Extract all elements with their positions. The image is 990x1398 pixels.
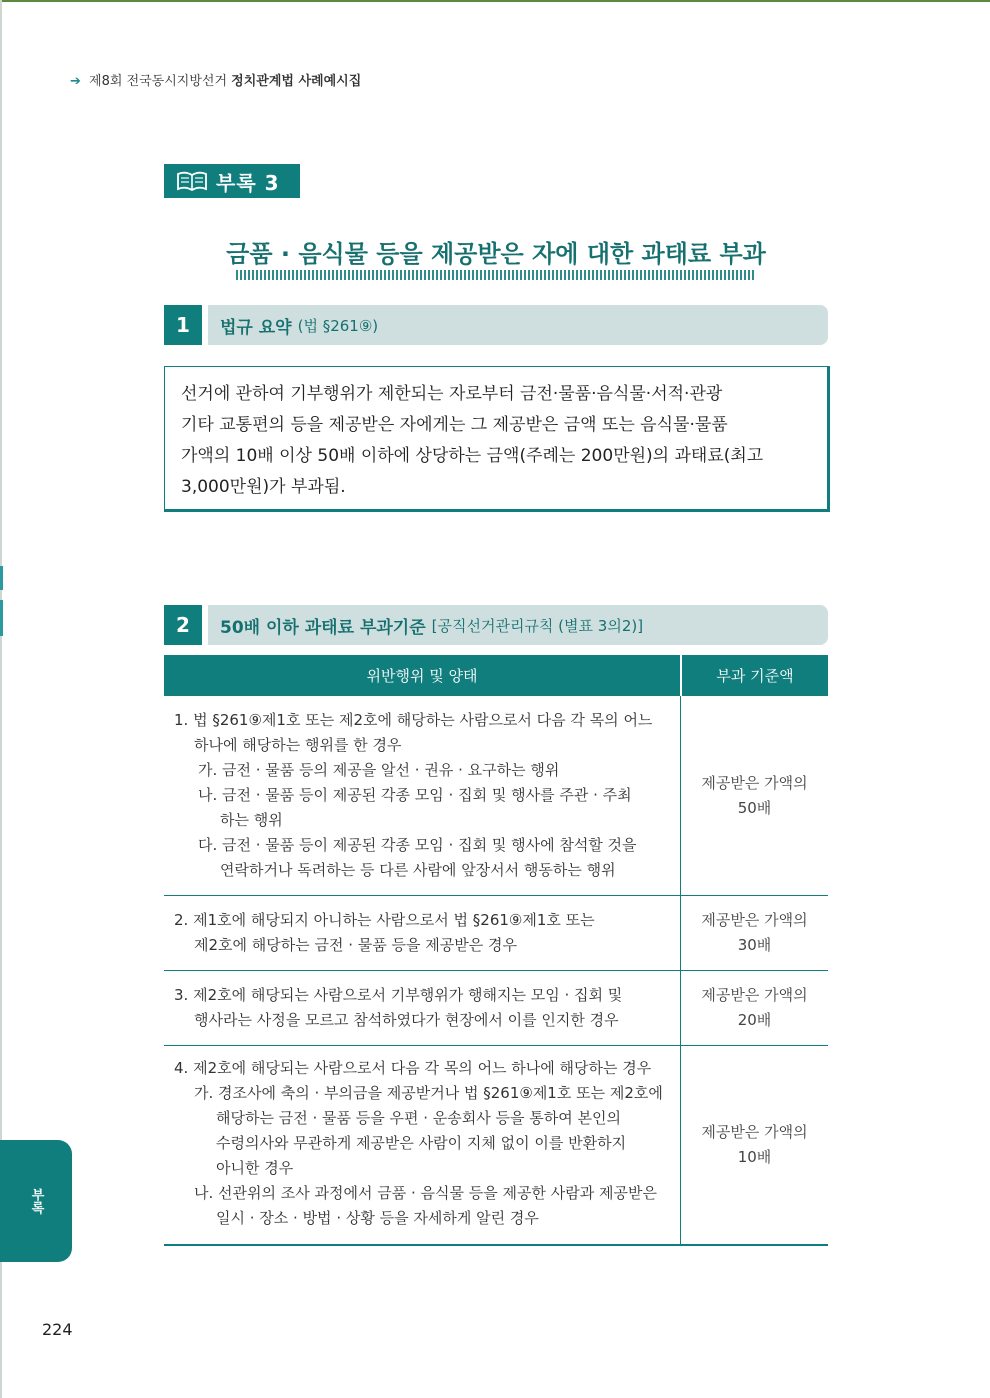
section-2-ref: [공직선거관리규칙 (별표 3의2)] xyxy=(431,616,644,635)
violation-line: 수령의사와 무관하게 제공받은 사람이 지체 없이 이를 반환하지 xyxy=(216,1134,627,1152)
title-underline xyxy=(236,270,756,280)
margin-marker xyxy=(0,566,3,590)
column-header-violation: 위반행위 및 양태 xyxy=(366,667,478,685)
column-header-amount: 부과 기준액 xyxy=(680,655,828,696)
section-2-header xyxy=(164,605,828,645)
section-1-ref: (법 §261⑨) xyxy=(297,316,379,335)
table-row xyxy=(164,971,828,1046)
amount-line: 제공받은 가액의 xyxy=(701,986,808,1004)
amount-cell xyxy=(680,896,828,970)
violation-line: 아니한 경우 xyxy=(216,1159,294,1177)
amount-multiplier: 50배 xyxy=(737,798,772,817)
table-bottom-rule xyxy=(164,1244,828,1246)
violation-line: 제2호에 해당하는 금전 · 물품 등을 제공받은 경우 xyxy=(194,936,517,954)
violation-line: 2. 제1호에 해당되지 아니하는 사람으로서 법 §261⑨제1호 또는 xyxy=(174,911,595,929)
summary-line: 선거에 관하여 기부행위가 제한되는 자로부터 금전·물품·음식물·서적·관광 xyxy=(181,384,723,404)
violation-line: 행사라는 사정을 모르고 참석하였다가 현장에서 이를 인지한 경우 xyxy=(194,1011,619,1029)
violation-line: 해당하는 금전 · 물품 등을 우편 · 운송회사 등을 통하여 본인의 xyxy=(216,1109,621,1127)
amount-line: 제공받은 가액의 xyxy=(701,1123,808,1141)
amount-cell xyxy=(680,971,828,1045)
summary-line: 가액의 10배 이상 50배 이하에 상당하는 금액(주례는 200만원)의 과태료(최고 xyxy=(181,446,764,466)
table-row xyxy=(164,1046,828,1244)
violation-cell xyxy=(164,696,680,895)
running-head xyxy=(70,70,361,89)
violation-cell xyxy=(164,896,680,970)
penalty-table xyxy=(164,655,828,1246)
amount-multiplier: 30배 xyxy=(737,936,772,954)
amount-cell xyxy=(680,696,828,895)
table-row xyxy=(164,896,828,971)
violation-line: 연락하거나 독려하는 등 다른 사람에 앞장서서 행동하는 행위 xyxy=(220,861,616,879)
amount-line: 제공받은 가액의 xyxy=(701,911,808,929)
section-2-title: 50배 이하 과태료 부과기준 xyxy=(220,617,426,638)
summary-box xyxy=(164,366,830,512)
running-head-series: 제8회 전국동시지방선거 xyxy=(89,74,228,89)
violation-cell xyxy=(164,971,680,1045)
running-head-title: 정치관계법 사례예시집 xyxy=(231,74,362,89)
amount-cell xyxy=(680,1046,828,1244)
margin-marker xyxy=(0,600,3,636)
table-header xyxy=(164,655,828,696)
side-tab[interactable] xyxy=(0,1140,72,1262)
open-book-icon xyxy=(176,171,208,191)
violation-line: 나. 금전 · 물품 등이 제공된 각종 모임 · 집회 및 행사를 주관 · 주최 xyxy=(198,786,632,804)
violation-line: 가. 금전 · 물품 등의 제공을 알선 · 권유 · 요구하는 행위 xyxy=(198,761,560,779)
section-2-number: 2 xyxy=(164,605,202,645)
amount-multiplier: 20배 xyxy=(737,1011,772,1029)
side-tab-label: 부록 xyxy=(28,1188,44,1214)
section-2-bar xyxy=(208,605,828,645)
section-1-number: 1 xyxy=(164,305,202,345)
double-arrow-icon: ➔ xyxy=(70,74,81,89)
appendix-badge xyxy=(164,164,300,198)
appendix-label: 부록 3 xyxy=(216,170,280,195)
amount-multiplier: 10배 xyxy=(737,1148,772,1166)
violation-line: 하나에 해당하는 행위를 한 경우 xyxy=(194,736,402,754)
summary-line: 3,000만원)가 부과됨. xyxy=(181,477,346,497)
violation-line: 1. 법 §261⑨제1호 또는 제2호에 해당하는 사람으로서 다음 각 목의 어느 xyxy=(174,711,653,729)
page-number: 224 xyxy=(42,1320,73,1339)
violation-line: 하는 행위 xyxy=(220,811,283,829)
violation-line: 일시 · 장소 · 방법 · 상황 등을 자세하게 알린 경우 xyxy=(216,1209,539,1227)
amount-line: 제공받은 가액의 xyxy=(701,773,808,792)
section-1-bar xyxy=(208,305,828,345)
violation-line: 나. 선관위의 조사 과정에서 금품 · 음식물 등을 제공한 사람과 제공받은 xyxy=(194,1184,657,1202)
top-rule xyxy=(0,0,990,2)
page-title: 금품 · 음식물 등을 제공받은 자에 대한 과태료 부과 xyxy=(226,240,766,268)
violation-line: 가. 경조사에 축의 · 부의금을 제공받거나 법 §261⑨제1호 또는 제2호에 xyxy=(194,1084,663,1102)
violation-cell xyxy=(164,1046,680,1244)
violation-line: 다. 금전 · 물품 등이 제공된 각종 모임 · 집회 및 행사에 참석할 것을 xyxy=(198,836,637,854)
violation-line: 4. 제2호에 해당되는 사람으로서 다음 각 목의 어느 하나에 해당하는 경우 xyxy=(174,1059,652,1077)
summary-line: 기타 교통편의 등을 제공받은 자에게는 그 제공받은 금액 또는 음식물·물품 xyxy=(181,415,728,435)
violation-line: 3. 제2호에 해당되는 사람으로서 기부행위가 행해지는 모임 · 집회 및 xyxy=(174,986,623,1004)
table-row xyxy=(164,696,828,896)
section-1-title: 법규 요약 xyxy=(220,317,292,338)
section-1-header xyxy=(164,305,828,345)
